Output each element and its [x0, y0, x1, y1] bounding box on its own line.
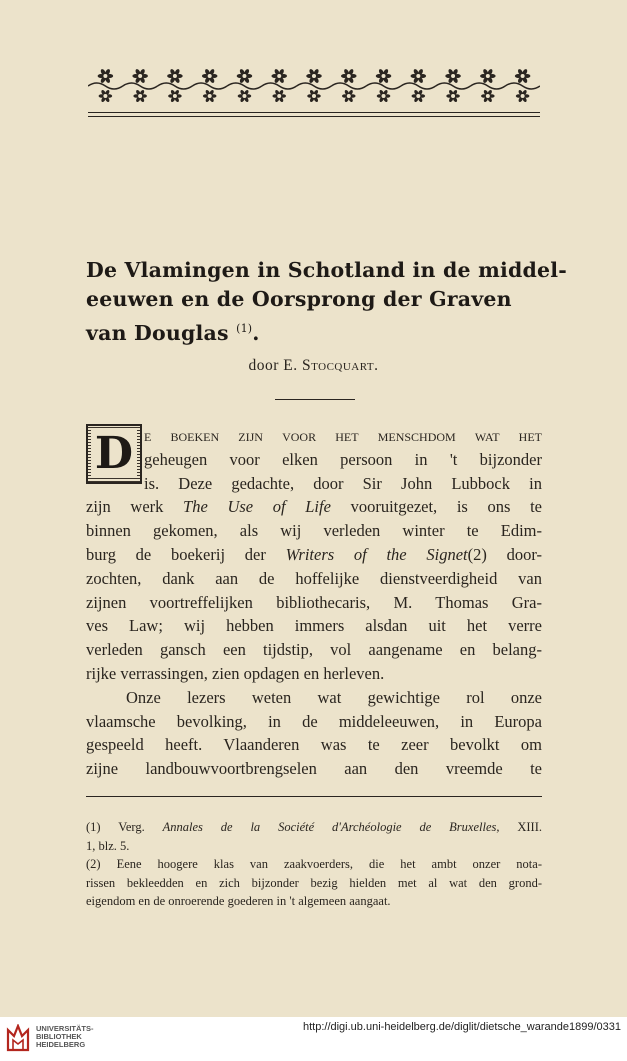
footnote-text: (1) Verg. [86, 820, 163, 834]
body-text: e boeken zijn voor het menschdom wat het [144, 426, 542, 445]
body-line [86, 543, 542, 567]
body-line: ves Law; wij hebben immers alsdan uit het verre [86, 616, 542, 636]
title-line [86, 314, 542, 348]
separator-rule [275, 399, 355, 400]
drop-cap-letter: D [91, 430, 137, 478]
floral-ornament-band [88, 62, 540, 110]
book-title: The Use of Life [183, 497, 331, 517]
body-text: vooruitgezet, is ons te [330, 497, 542, 517]
body-line: is. Deze gedachte, door Sir John Lubbock in [144, 473, 542, 493]
body-line [86, 495, 542, 519]
byline [0, 357, 627, 375]
footnotes [86, 818, 542, 911]
footnote-1 [86, 818, 542, 837]
body-text: burg de boekerij der [86, 544, 286, 564]
library-name-line: UNIVERSITÄTS- [36, 1024, 94, 1033]
body-line: zijne landbouwvoortbrengselen aan den vreemde te [86, 759, 542, 779]
society-name: Writers of the Signet [285, 544, 468, 564]
footnote-2: rissen bekleedden en zich bijzonder bezig hielden met al wat den grond- [86, 875, 542, 890]
byline-prefix: door E. [248, 357, 298, 374]
title-footnote-ref[interactable]: (1) [236, 322, 253, 335]
body-line: zijnen voortreffelijken bibliothecaris, M. Thomas Gra- [86, 592, 542, 612]
library-name [36, 1025, 94, 1049]
article-body [86, 424, 542, 781]
article-title [86, 256, 567, 348]
body-line: binnen gekomen, als wij verleden winter te Edim- [86, 521, 542, 541]
university-library-logo-icon[interactable] [6, 1024, 30, 1052]
footnote-rule [86, 796, 542, 797]
title-period: . [252, 321, 260, 345]
footnote-ref-2[interactable]: (2) door- [467, 544, 542, 564]
footnote-text: XIII. [499, 820, 543, 834]
author-name: Stocquart. [301, 357, 379, 374]
ornament-rule [88, 112, 540, 117]
footnote-1-cont: 1, blz. 5. [86, 838, 130, 853]
body-line: zochten, dank aan de hoffelijke dienstveerdigheid van [86, 568, 542, 588]
body-line: geheugen voor elken persoon in 't bijzonder [144, 449, 542, 469]
body-line: Onze lezers weten wat gewichtige rol onze [126, 687, 542, 707]
library-name-line: BIBLIOTHEK [36, 1032, 82, 1041]
body-line: gespeeld heeft. Vlaanderen was te zeer bevolkt om [86, 735, 542, 755]
body-text: zijn werk [86, 497, 184, 517]
title-line: De Vlamingen in Schotland in de middel- [86, 258, 567, 282]
body-line: verleden gansch een tijdstip, vol aangename en belang- [86, 640, 542, 660]
title-line-text: van Douglas [86, 321, 229, 345]
footnote-2: eigendom en de onroerende goederen in 't algemeen aangaat. [86, 894, 391, 908]
body-line: rijke verrassingen, zien opdagen en herleven. [86, 663, 385, 683]
permalink-url[interactable]: http://digi.ub.uni-heidelberg.de/diglit/dietsche_warande1899/0331 [302, 1021, 621, 1033]
body-line [86, 424, 542, 448]
library-name-line: HEIDELBERG [36, 1040, 86, 1049]
body-line: vlaamsche bevolking, in de middeleeuwen, in Europa [86, 711, 542, 731]
title-line: eeuwen en de Oorsprong der Graven [86, 287, 512, 311]
footnote-2: (2) Eene hoogere klas van zaakvoerders, die het ambt onzer nota- [86, 857, 542, 871]
footnote-source: Annales de la Société d'Archéologie de Bruxelles, [162, 820, 500, 834]
